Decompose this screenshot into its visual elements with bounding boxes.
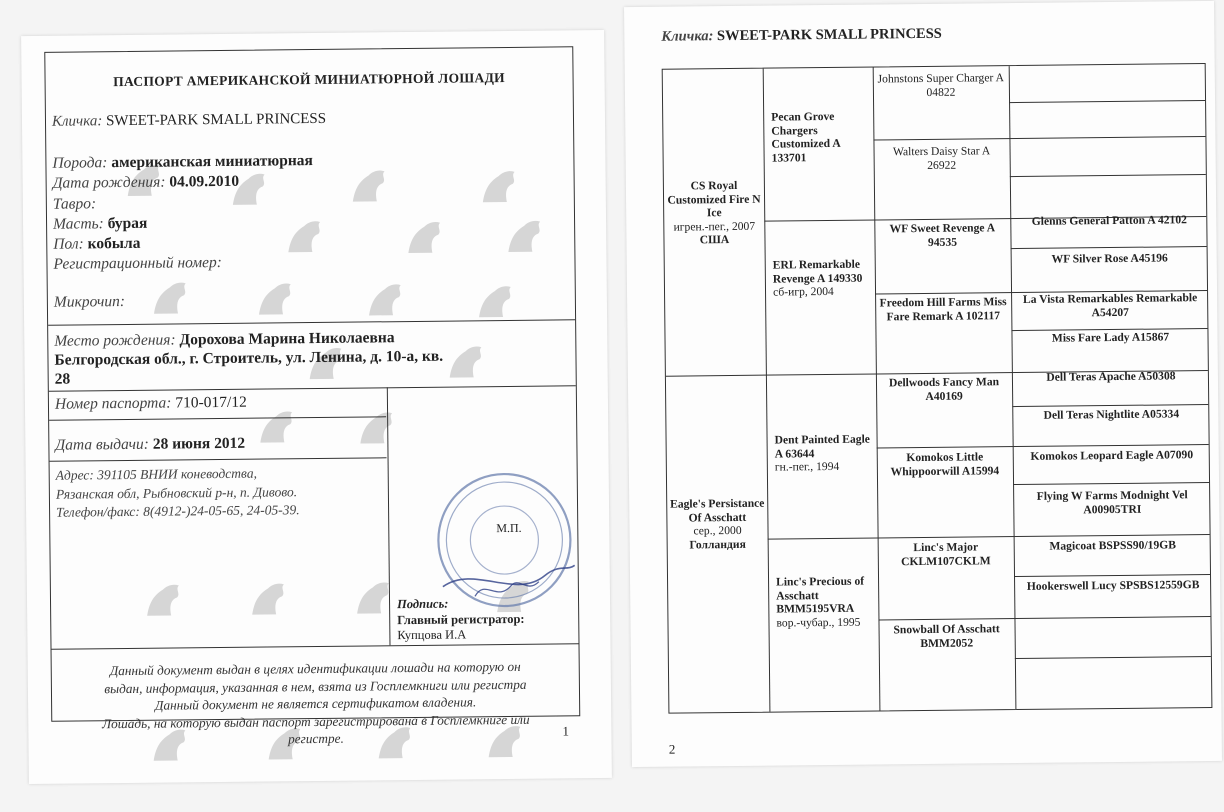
pedigree-gen3-horse: Snowball Of Asschatt BMM2052 bbox=[893, 622, 1000, 650]
pedigree-gen4-horse: Glenns General Patton A 42102 bbox=[1031, 213, 1187, 228]
pedigree-horse-name: Eagle's Persistance Of Asschatt bbox=[670, 496, 765, 524]
pedigree-horse-detail: игрен.-пег., 2007 bbox=[673, 219, 756, 234]
horse-head-watermark-icon bbox=[141, 581, 185, 617]
color-label: Масть: bbox=[52, 215, 104, 233]
registry-address-line: Рязанская обл, Рыбновский р-н, п. Дивово. bbox=[55, 483, 298, 502]
reg-number-row bbox=[53, 254, 222, 274]
pedigree-horse-country: США bbox=[699, 233, 730, 247]
passport-number-row bbox=[55, 394, 247, 414]
table-grid-line bbox=[1009, 100, 1205, 103]
horse-head-watermark-icon bbox=[354, 409, 398, 445]
issue-date-label: Дата выдачи: bbox=[55, 435, 150, 454]
horse-head-watermark-icon bbox=[443, 343, 487, 379]
name-label: Кличка: bbox=[51, 113, 103, 130]
pedigree-horse-detail: гн.-пег., 1994 bbox=[774, 459, 840, 474]
horse-head-watermark-icon bbox=[282, 218, 326, 254]
table-grid-line bbox=[1011, 246, 1207, 249]
issue-date-row bbox=[55, 435, 245, 455]
horse-head-watermark-icon bbox=[253, 280, 297, 316]
disclaimer-text bbox=[58, 657, 574, 750]
pedigree-horse-name: Pecan Grove Chargers Customized A 133701 bbox=[771, 109, 841, 165]
signature-label: Подпись: bbox=[396, 596, 449, 612]
passport-number-label: Номер паспорта: bbox=[54, 394, 172, 413]
color-row bbox=[53, 215, 147, 234]
disclaimer-line: Данный документ выдан в целях идентификации лошади на которую он bbox=[109, 658, 521, 679]
divider bbox=[49, 416, 386, 421]
horse-head-watermark-icon bbox=[346, 167, 390, 203]
breed-row bbox=[52, 152, 313, 173]
microchip-label: Микрочип: bbox=[53, 293, 126, 311]
breed-value: американская миниатюрная bbox=[111, 152, 313, 172]
disclaimer-line: регистре. bbox=[288, 730, 344, 747]
horse-head-watermark-icon bbox=[363, 281, 407, 317]
table-grid-line bbox=[873, 136, 1205, 141]
pedigree-horse-name: Linc's Precious of Asschatt BMM5195VRA bbox=[775, 574, 865, 616]
divider bbox=[52, 643, 579, 650]
pedigree-gen4-horse: WF Silver Rose A45196 bbox=[1051, 251, 1168, 266]
issue-date-value: 28 июня 2012 bbox=[152, 434, 246, 453]
pedigree-gen4-horse: Hookerswell Lucy SPSBS12559GB bbox=[1026, 578, 1200, 593]
sex-row bbox=[53, 235, 140, 254]
pedigree-horse-detail: вор.-чубар., 1995 bbox=[776, 615, 861, 630]
pedigree-gen3-horse: Johnstons Super Charger A 04822 bbox=[877, 71, 1005, 99]
table-grid-line bbox=[1013, 482, 1209, 485]
birthplace-owner: Дорохова Марина Николаевна bbox=[179, 329, 395, 349]
horse-head-watermark-icon bbox=[402, 219, 446, 255]
registry-address-line: Телефон/факс: 8(4912-)24-05-65, 24-05-39. bbox=[56, 502, 300, 520]
pedigree-horse-name: ERL Remarkable Revenge A 149330 bbox=[772, 257, 863, 286]
name-value: SWEET-PARK SMALL PRINCESS bbox=[105, 110, 327, 130]
pedigree-gen4-horse: Flying W Farms Modnight Vel A00905TRI bbox=[1036, 488, 1188, 516]
birthplace-label: Место рождения: bbox=[54, 331, 176, 350]
pedigree-horse-name: Dent Painted Eagle A 63644 bbox=[774, 432, 870, 461]
pedigree-table bbox=[662, 63, 1213, 714]
divider bbox=[49, 385, 576, 392]
pedigree-gen4-horse: Miss Fare Lady A15867 bbox=[1051, 330, 1170, 345]
table-grid-line bbox=[1015, 656, 1211, 659]
table-grid-line bbox=[878, 616, 1210, 621]
horse-head-watermark-icon bbox=[473, 283, 517, 319]
pedigree-sire-dam bbox=[773, 258, 871, 300]
page-number: 2 bbox=[668, 741, 676, 757]
horse-head-watermark-icon bbox=[148, 279, 192, 315]
brand-row bbox=[53, 195, 96, 213]
brand-label: Тавро: bbox=[52, 195, 97, 213]
birthplace-address-cont: 28 bbox=[54, 370, 71, 388]
divider bbox=[48, 319, 575, 326]
breed-label: Порода: bbox=[52, 154, 108, 172]
registrar-name: Купцова И.А bbox=[397, 627, 467, 643]
pedigree-gen3-horse: Walters Daisy Star A 26922 bbox=[892, 144, 991, 172]
disclaimer-line: выдан, информация, указанная в нем, взята из Госплемкниги или регистра bbox=[104, 676, 527, 696]
pedigree-gen3-horse: WF Sweet Revenge A 94535 bbox=[889, 221, 996, 249]
page-number: 1 bbox=[562, 723, 569, 739]
passport-frame bbox=[44, 46, 580, 747]
passport-page-1 bbox=[21, 30, 612, 784]
pedigree-gen3-horse: Linc's Major CKLM107CKLM bbox=[901, 540, 991, 568]
pedigree-gen4-horse: La Vista Remarkables Remarkable A54207 bbox=[1022, 291, 1198, 319]
divider bbox=[50, 457, 387, 462]
page-header bbox=[661, 26, 942, 46]
registry-address bbox=[56, 463, 372, 522]
official-stamp-icon bbox=[414, 467, 592, 617]
pedigree-horse-name: CS Royal Customized Fire N Ice bbox=[667, 178, 761, 220]
signature-block bbox=[397, 596, 525, 644]
dob-label: Дата рождения: bbox=[52, 173, 166, 192]
pedigree-gen4-horse: Magicoat BSPSS90/19GB bbox=[1049, 538, 1177, 553]
horse-head-watermark-icon bbox=[254, 408, 298, 444]
pedigree-horse-detail: сер., 2000 bbox=[693, 523, 742, 538]
stamp-mp-label: М.П. bbox=[496, 520, 522, 536]
color-value: бурая bbox=[107, 214, 148, 233]
table-grid-line bbox=[1009, 66, 1017, 709]
pedigree-gen3-horse: Dellwoods Fancy Man A40169 bbox=[888, 375, 1000, 403]
table-grid-line bbox=[1014, 574, 1210, 577]
birthplace-address: Белгородская обл., г. Строитель, ул. Ленина, д. 10-а, кв. bbox=[54, 347, 444, 369]
table-grid-line bbox=[1010, 174, 1206, 177]
disclaimer-line: Лошадь, на которую выдан паспорт зарегистрирована в Госплемкниге или bbox=[101, 711, 530, 731]
dob-value: 04.09.2010 bbox=[169, 172, 240, 191]
pedigree-dam-sire bbox=[775, 433, 873, 475]
pedigree-sire-sire bbox=[771, 110, 870, 165]
passport-page-2 bbox=[624, 1, 1222, 767]
pedigree-gen3-horse: Komokos Little Whippoorwill A15994 bbox=[890, 450, 1000, 478]
reg-number-label: Регистрационный номер: bbox=[53, 253, 223, 273]
header-name-value: SWEET-PARK SMALL PRINCESS bbox=[716, 25, 942, 45]
pedigree-gen4-horse: Dell Teras Apache A50308 bbox=[1046, 369, 1176, 384]
pedigree-gen4-horse: Dell Teras Nightlite A05334 bbox=[1043, 407, 1180, 422]
registrar-label: Главный регистратор: bbox=[397, 611, 525, 627]
disclaimer-line: Данный документ не является сертификатом владения. bbox=[154, 694, 477, 713]
table-grid-line bbox=[763, 69, 771, 712]
pedigree-horse-country: Голландия bbox=[689, 537, 746, 551]
dob-row bbox=[53, 173, 240, 193]
pedigree-horse-detail: сб-игр, 2004 bbox=[772, 284, 834, 299]
horse-head-watermark-icon bbox=[477, 168, 521, 204]
pedigree-gen3-horse: Freedom Hill Farms Miss Fare Remark A 102117 bbox=[879, 295, 1007, 323]
passport-number-value: 710-017/12 bbox=[175, 393, 247, 412]
pedigree-gen4-horse: Komokos Leopard Eagle A07090 bbox=[1030, 448, 1194, 463]
pedigree-sire bbox=[666, 179, 763, 248]
name-row bbox=[52, 110, 326, 131]
passport-title: ПАСПОРТ АМЕРИКАНСКОЙ МИНИАТЮРНОЙ ЛОШАДИ bbox=[113, 70, 506, 90]
pedigree-dam bbox=[669, 497, 766, 552]
birthplace-row bbox=[54, 329, 394, 351]
pedigree-dam-dam bbox=[776, 575, 875, 630]
horse-head-watermark-icon bbox=[246, 580, 290, 616]
microchip-row bbox=[54, 293, 125, 312]
registry-address-line: Адрес: 391105 ВНИИ коневодства, bbox=[55, 465, 257, 483]
header-name-label: Кличка: bbox=[661, 28, 714, 45]
sex-label: Пол: bbox=[53, 235, 84, 253]
horse-head-watermark-icon bbox=[502, 218, 546, 254]
sex-value: кобыла bbox=[87, 234, 141, 253]
